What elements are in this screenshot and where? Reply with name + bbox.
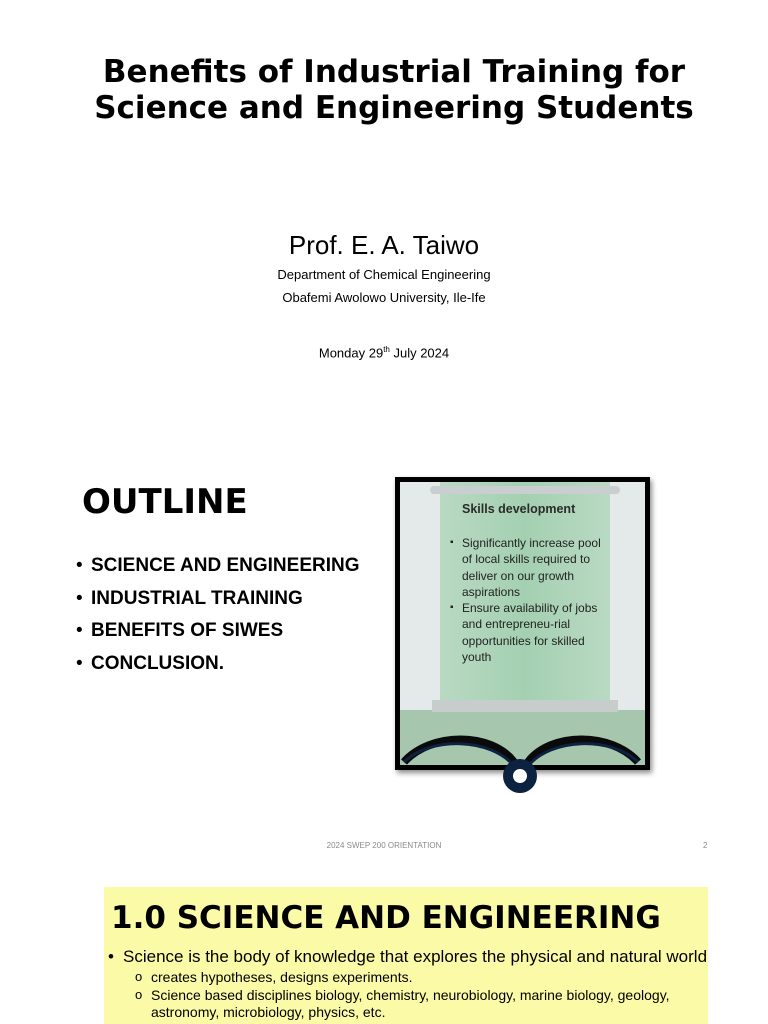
department-name: Department of Chemical Engineering [277, 267, 491, 282]
skills-image-heading: Skills development [462, 502, 576, 516]
bullet-marker: • [108, 947, 114, 966]
date-suffix: July 2024 [389, 345, 450, 361]
subpoint-item: o creates hypotheses, designs experiments. [135, 969, 705, 987]
scroll-frame-ornament [396, 728, 646, 800]
outline-item: • CONCLUSION. [76, 648, 360, 681]
outline-heading: OUTLINE [82, 482, 248, 522]
outline-list [76, 550, 360, 680]
skills-image-bullet: ▪ Significantly increase pool of local skills required to deliver on our growth aspirations [450, 535, 602, 600]
title-slide-heading: Benefits of Industrial Training for Science and Engineering Students [94, 54, 694, 126]
presentation-date [0, 345, 768, 360]
section-heading: 1.0 SCIENCE AND ENGINEERING [111, 900, 661, 936]
outline-item: • INDUSTRIAL TRAINING [76, 583, 360, 616]
outline-item: • BENEFITS OF SIWES [76, 615, 360, 648]
slide-page-number: 2 [703, 841, 708, 850]
science-definition [108, 947, 707, 967]
date-ordinal-suffix: th [383, 345, 390, 354]
science-definition-text: Science is the body of knowledge that explores the physical and natural world [123, 947, 708, 966]
pillar-cap-graphic [430, 486, 620, 494]
pillar-base-graphic [432, 700, 618, 712]
subpoint-item: o Science based disciplines biology, chemistry, neurobiology, marine biology, geology, astronomy, microbiology, physics, etc. [135, 987, 705, 1022]
slide-footer: 2024 SWEP 200 ORIENTATION [326, 841, 442, 850]
science-subpoints [135, 969, 705, 1022]
outline-item: • SCIENCE AND ENGINEERING [76, 550, 360, 583]
skills-image-bullet: ▪ Ensure availability of jobs and entrepreneu-rial opportunities for skilled youth [450, 600, 602, 665]
presenter-name: Prof. E. A. Taiwo [288, 230, 480, 260]
university-name: Obafemi Awolowo University, Ile-Ife [282, 290, 486, 305]
skills-image-list [450, 535, 602, 665]
skills-development-image [395, 477, 650, 770]
date-prefix: Monday 29 [318, 345, 384, 361]
